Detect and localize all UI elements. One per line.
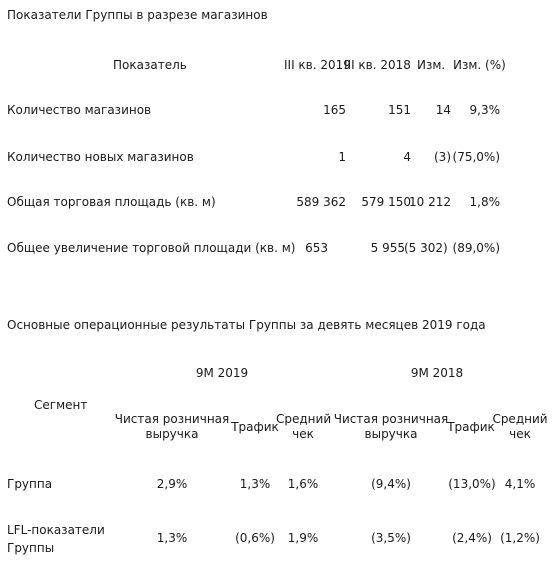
header-9m-2018: 9M 2018 bbox=[410, 366, 464, 380]
subheader-check-2018: Средний чек bbox=[492, 412, 548, 441]
cell-q3-2018: 4 bbox=[403, 150, 411, 164]
row-label: Общая торговая площадь (кв. м) bbox=[7, 195, 216, 209]
cell-change: 10 212 bbox=[409, 195, 451, 209]
header-9m-2019: 9M 2019 bbox=[195, 366, 249, 380]
cell-traffic-2019: (0,6%) bbox=[235, 531, 275, 545]
header-indicator: Показатель bbox=[113, 58, 187, 72]
cell-check-2019: 1,9% bbox=[287, 531, 319, 545]
cell-rev-2018: (9,4%) bbox=[371, 477, 411, 491]
cell-change: (5 302) bbox=[404, 241, 448, 255]
cell-q3-2018: 579 150 bbox=[361, 195, 411, 209]
cell-change-pct: (75,0%) bbox=[452, 150, 500, 164]
row-label: Общее увеличение торговой площади (кв. м) bbox=[7, 241, 296, 255]
table2-title: Основные операционные результаты Группы за девять месяцев 2019 года bbox=[7, 318, 486, 332]
row-label: Количество новых магазинов bbox=[7, 150, 194, 164]
cell-change: 14 bbox=[435, 103, 451, 117]
cell-q3-2019: 165 bbox=[323, 103, 346, 117]
header-q3-2018: III кв. 2018 bbox=[344, 58, 411, 72]
cell-traffic-2019: 1,3% bbox=[239, 477, 271, 491]
header-segment: Сегмент bbox=[34, 398, 88, 412]
subheader-traffic-2019: Трафик bbox=[231, 420, 279, 434]
header-change: Изм. bbox=[417, 58, 446, 72]
cell-q3-2019: 589 362 bbox=[296, 195, 346, 209]
row-label: Группа bbox=[7, 477, 53, 491]
cell-q3-2018: 5 955 bbox=[370, 241, 405, 255]
table1-title: Показатели Группы в разрезе магазинов bbox=[7, 8, 268, 22]
subheader-revenue-2018: Чистая розничная выручка bbox=[333, 412, 449, 441]
cell-change-pct: 1,8% bbox=[469, 195, 500, 209]
cell-rev-2019: 2,9% bbox=[156, 477, 188, 491]
cell-q3-2019: 1 bbox=[338, 150, 346, 164]
cell-change-pct: 9,3% bbox=[469, 103, 500, 117]
row-label: LFL-показатели Группы bbox=[7, 523, 105, 555]
row-label: Количество магазинов bbox=[7, 103, 152, 117]
subheader-traffic-2018: Трафик bbox=[447, 420, 495, 434]
cell-q3-2019: 653 bbox=[305, 241, 328, 255]
header-change-pct: Изм. (%) bbox=[453, 58, 506, 72]
cell-change-pct: (89,0%) bbox=[452, 241, 500, 255]
cell-traffic-2018: (2,4%) bbox=[452, 531, 492, 545]
cell-change: (3) bbox=[434, 150, 451, 164]
cell-check-2019: 1,6% bbox=[287, 477, 319, 491]
cell-check-2018: (1,2%) bbox=[500, 531, 540, 545]
header-q3-2019: III кв. 2019 bbox=[284, 58, 351, 72]
cell-rev-2018: (3,5%) bbox=[371, 531, 411, 545]
cell-q3-2018: 151 bbox=[388, 103, 411, 117]
subheader-check-2019: Средний чек bbox=[276, 412, 332, 441]
cell-check-2018: 4,1% bbox=[504, 477, 536, 491]
cell-rev-2019: 1,3% bbox=[156, 531, 188, 545]
subheader-revenue-2019: Чистая розничная выручка bbox=[114, 412, 230, 441]
cell-traffic-2018: (13,0%) bbox=[448, 477, 496, 491]
